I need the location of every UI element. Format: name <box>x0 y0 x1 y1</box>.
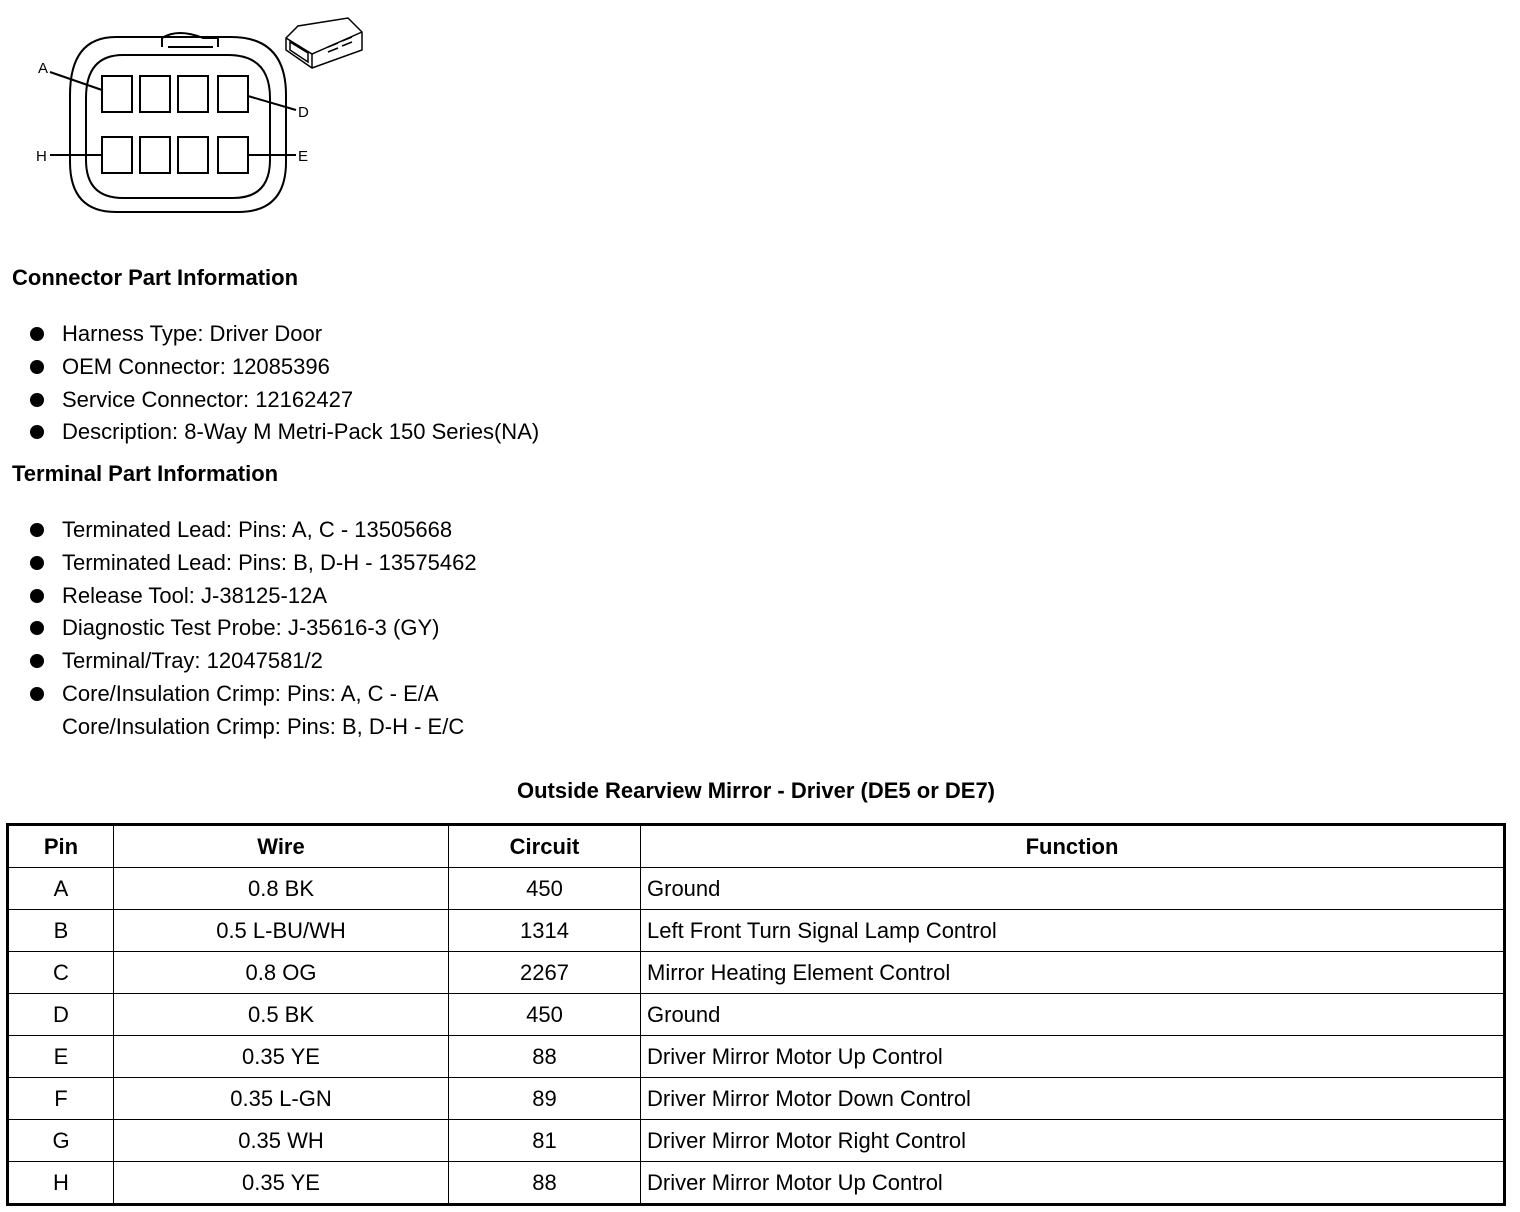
list-item <box>28 580 477 613</box>
bullet-icon <box>30 425 44 439</box>
list-item <box>28 384 539 417</box>
cell-function: Ground <box>641 994 1505 1036</box>
list-item-text: Terminated Lead: Pins: B, D-H - 13575462 <box>62 549 477 575</box>
cell-pin: A <box>8 868 114 910</box>
list-item-text: Diagnostic Test Probe: J-35616-3 (GY) <box>62 615 440 641</box>
cell-pin: H <box>8 1162 114 1205</box>
table-row <box>8 1036 1505 1078</box>
list-item <box>28 547 477 580</box>
pin-label-e: E <box>298 148 309 165</box>
cavity-f <box>178 137 208 173</box>
cell-wire: 0.8 BK <box>114 868 449 910</box>
column-header-wire: Wire <box>114 825 449 868</box>
list-item-text: Service Connector: 12162427 <box>62 386 354 412</box>
leader-line-d <box>248 96 296 110</box>
bullet-icon <box>30 556 44 570</box>
pin-label-a: A <box>38 60 49 77</box>
cell-function: Mirror Heating Element Control <box>641 952 1505 994</box>
cavity-e <box>218 137 248 173</box>
leader-line-a <box>50 72 102 90</box>
table-row <box>8 1078 1505 1120</box>
bullet-icon <box>30 360 44 374</box>
cell-circuit: 450 <box>449 868 641 910</box>
column-header-circuit: Circuit <box>449 825 641 868</box>
table-row <box>8 994 1505 1036</box>
cell-circuit: 81 <box>449 1120 641 1162</box>
bullet-icon <box>30 589 44 603</box>
pinout-table <box>6 823 1506 1206</box>
table-row <box>8 952 1505 994</box>
cell-circuit: 450 <box>449 994 641 1036</box>
cell-function: Ground <box>641 868 1505 910</box>
column-header-pin: Pin <box>8 825 114 868</box>
list-item <box>28 318 539 351</box>
table-row <box>8 1120 1505 1162</box>
terminal-info-heading: Terminal Part Information <box>12 461 279 486</box>
table-row <box>8 910 1505 952</box>
cavity-a <box>102 76 132 112</box>
cell-circuit: 88 <box>449 1036 641 1078</box>
cell-circuit: 88 <box>449 1162 641 1205</box>
cell-function: Driver Mirror Motor Up Control <box>641 1162 1505 1205</box>
cell-wire: 0.5 BK <box>114 994 449 1036</box>
cavity-h <box>102 137 132 173</box>
list-item <box>28 645 477 678</box>
list-item-text: Description: 8-Way M Metri-Pack 150 Series(NA) <box>62 419 540 445</box>
cell-function: Left Front Turn Signal Lamp Control <box>641 910 1505 952</box>
list-item-text: Terminated Lead: Pins: A, C - 13505668 <box>62 517 453 542</box>
cell-function: Driver Mirror Motor Up Control <box>641 1036 1505 1078</box>
column-header-function: Function <box>641 825 1505 868</box>
bullet-icon <box>30 654 44 668</box>
table-header-row <box>8 825 1505 868</box>
table-row <box>8 1162 1505 1205</box>
list-item <box>28 351 539 384</box>
bullet-icon <box>30 621 44 635</box>
cell-pin: C <box>8 952 114 994</box>
pin-label-d: D <box>298 104 309 121</box>
connector-info-heading: Connector Part Information <box>12 265 299 290</box>
terminal-info-list <box>28 514 477 744</box>
cell-pin: G <box>8 1120 114 1162</box>
cell-wire: 0.35 WH <box>114 1120 449 1162</box>
cell-pin: E <box>8 1036 114 1078</box>
bullet-icon <box>30 393 44 407</box>
cavity-g <box>140 137 170 173</box>
connector-3d-sketch <box>286 18 362 68</box>
table-title: Outside Rearview Mirror - Driver (DE5 or DE7) <box>516 778 996 803</box>
list-item-text: OEM Connector: 12085396 <box>62 353 330 379</box>
cell-wire: 0.8 OG <box>114 952 449 994</box>
list-item <box>28 514 477 547</box>
cell-function: Driver Mirror Motor Right Control <box>641 1120 1505 1162</box>
connector-latch <box>162 33 218 47</box>
connector-info-list <box>28 318 539 449</box>
cell-circuit: 89 <box>449 1078 641 1120</box>
list-item-text: Release Tool: J-38125-12A <box>62 582 327 608</box>
list-item <box>28 612 477 645</box>
list-item-text: Terminal/Tray: 12047581/2 <box>62 648 323 674</box>
cell-wire: 0.35 YE <box>114 1036 449 1078</box>
crimp-line: Core/Insulation Crimp: Pins: B, D-H - E/C <box>62 713 465 739</box>
cell-circuit: 1314 <box>449 910 641 952</box>
bullet-icon <box>30 523 44 537</box>
cell-wire: 0.5 L-BU/WH <box>114 910 449 952</box>
cavity-d <box>218 76 248 112</box>
cell-function: Driver Mirror Motor Down Control <box>641 1078 1505 1120</box>
cell-pin: B <box>8 910 114 952</box>
cell-pin: F <box>8 1078 114 1120</box>
cell-pin: D <box>8 994 114 1036</box>
cell-circuit: 2267 <box>449 952 641 994</box>
cell-wire: 0.35 L-GN <box>114 1078 449 1120</box>
pin-label-h: H <box>36 148 47 165</box>
connector-face-diagram <box>28 10 378 220</box>
cavity-b <box>140 76 170 112</box>
bullet-icon <box>30 327 44 341</box>
list-item-text: Harness Type: Driver Door <box>62 321 323 346</box>
cell-wire: 0.35 YE <box>114 1162 449 1205</box>
crimp-line: Core/Insulation Crimp: Pins: A, C - E/A <box>62 680 439 706</box>
list-item <box>28 416 539 449</box>
connector-housing-outline <box>70 37 286 212</box>
list-item-crimp <box>28 678 477 744</box>
cavity-c <box>178 76 208 112</box>
bullet-icon <box>30 687 44 701</box>
table-row <box>8 868 1505 910</box>
